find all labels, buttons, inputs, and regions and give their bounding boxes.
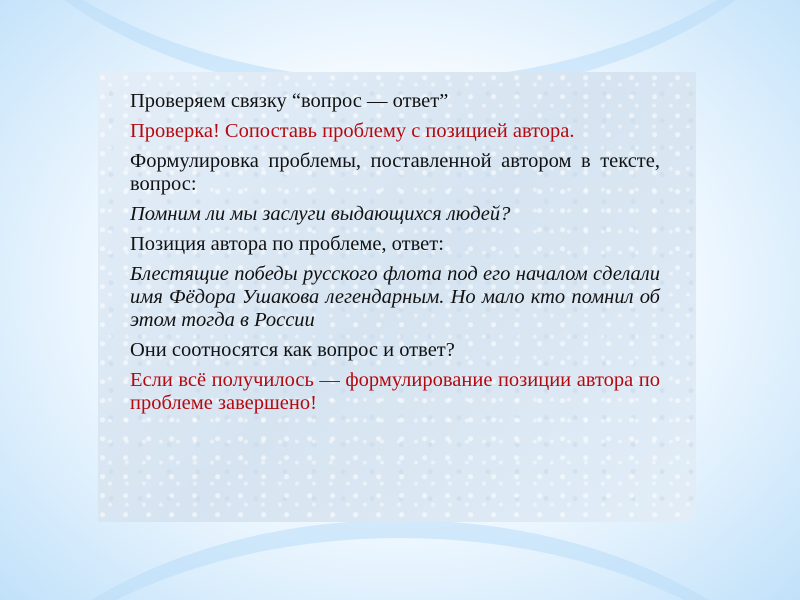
check-instruction: Проверка! Сопоставь проблему с позицией автора. (130, 120, 575, 142)
problem-label: Формулировка проблемы, поставленной автором в тексте, вопрос: (130, 150, 660, 195)
position-label: Позиция автора по проблеме, ответ: (130, 233, 444, 255)
position-text: Блестящие победы русского флота под его началом сделали имя Фёдора Ушакова легендарным. Но мало кто помнил об этом тогда в России (130, 263, 660, 331)
question-correlate: Они соотносятся как вопрос и ответ? (130, 339, 455, 361)
problem-text: Помним ли мы заслуги выдающихся людей? (130, 203, 511, 225)
slide-heading: Проверяем связку “вопрос — ответ” (130, 90, 449, 112)
slide-content-panel (98, 72, 696, 522)
conclusion-text: Если всё получилось — формулирование позиции автора по проблеме завершено! (130, 369, 660, 414)
background-arc-bottom (0, 520, 800, 600)
